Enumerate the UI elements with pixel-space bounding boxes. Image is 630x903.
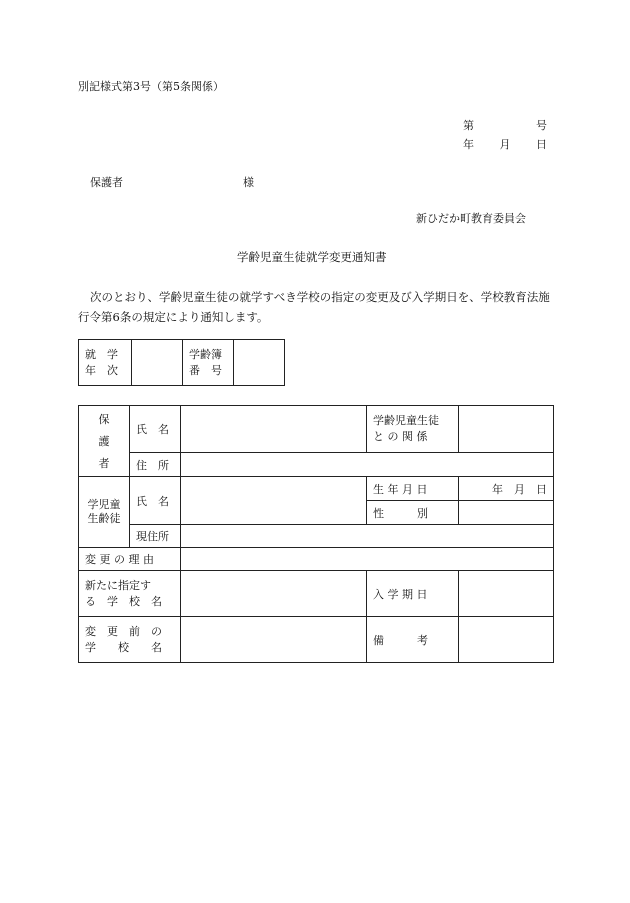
guardian-address-label: 住 所 [130,453,181,477]
guardian-char-2: 護 [98,435,110,448]
current-address-label: 現住所 [130,525,181,548]
number-suffix: 号 [536,119,547,132]
sex-label: 性 別 [367,501,459,525]
grade-value-cell[interactable] [132,340,183,386]
entry-date-label: 入 学 期 日 [367,571,459,617]
old-school-label-line2: 学 校 名 [85,640,162,654]
grade-label-cell [79,340,132,386]
change-reason-label: 変 更 の 理 由 [79,548,181,571]
student-name-label: 氏 名 [130,477,181,525]
guardian-honorific: 様 [243,176,254,189]
guardian-name-value[interactable] [181,406,367,453]
relation-label-cell [367,406,459,453]
new-school-label-line1: 新たに指定す [85,578,151,592]
register-label-line2: 番 号 [189,363,222,377]
sex-value[interactable] [459,501,554,525]
current-address-value[interactable] [181,525,554,548]
register-label-cell [183,340,234,386]
birth-date-label: 生 年 月 日 [367,477,459,501]
body-text: 次のとおり、学齢児童生徒の就学すべき学校の指定の変更及び入学期日を、学校教育法施行令第6条の規定により通知します。 [78,290,550,324]
old-school-value[interactable] [181,617,367,663]
guardian-label: 保護者 [90,176,123,189]
register-label-line1: 学齢簿 [189,347,222,361]
date-year: 年 [463,138,474,151]
student-label: 学児童生齢徒 [87,498,121,525]
student-section-label [79,477,130,548]
change-reason-value[interactable] [181,548,554,571]
birth-date-value[interactable]: 年 月 日 [459,477,554,501]
guardian-name-label: 氏 名 [130,406,181,453]
body-paragraph [78,287,553,327]
old-school-label-cell [79,617,181,663]
main-form-table [78,405,554,663]
relation-label-line1: 学齢児童生徒 [373,414,439,427]
date-day: 日 [536,138,547,151]
entry-date-value[interactable] [459,571,554,617]
issuer-name: 新ひだか町教育委員会 [416,212,526,225]
relation-label-line2: と の 関 係 [373,430,428,443]
document-title: 学齢児童生徒就学変更通知書 [237,250,387,264]
date-month: 月 [499,138,511,151]
grade-label-line1: 就 学 [85,347,118,361]
student-name-value[interactable] [181,477,367,525]
register-value-cell[interactable] [234,340,285,386]
old-school-label-line1: 変 更 前 の [85,624,162,638]
guardian-section-label [79,406,130,477]
new-school-value[interactable] [181,571,367,617]
grade-register-table [78,339,285,386]
guardian-address-value[interactable] [181,453,554,477]
date-line [463,138,547,151]
guardian-char-3: 者 [98,457,110,470]
remarks-label: 備 考 [367,617,459,663]
guardian-char-1: 保 [98,413,110,426]
document-number-line [463,119,547,132]
new-school-label-cell [79,571,181,617]
new-school-label-line2: る 学 校 名 [85,594,162,608]
form-reference: 別記様式第3号（第5条関係） [78,80,224,93]
grade-label-line2: 年 次 [85,363,118,377]
remarks-value[interactable] [459,617,554,663]
relation-value[interactable] [459,406,554,453]
number-prefix: 第 [463,119,474,132]
